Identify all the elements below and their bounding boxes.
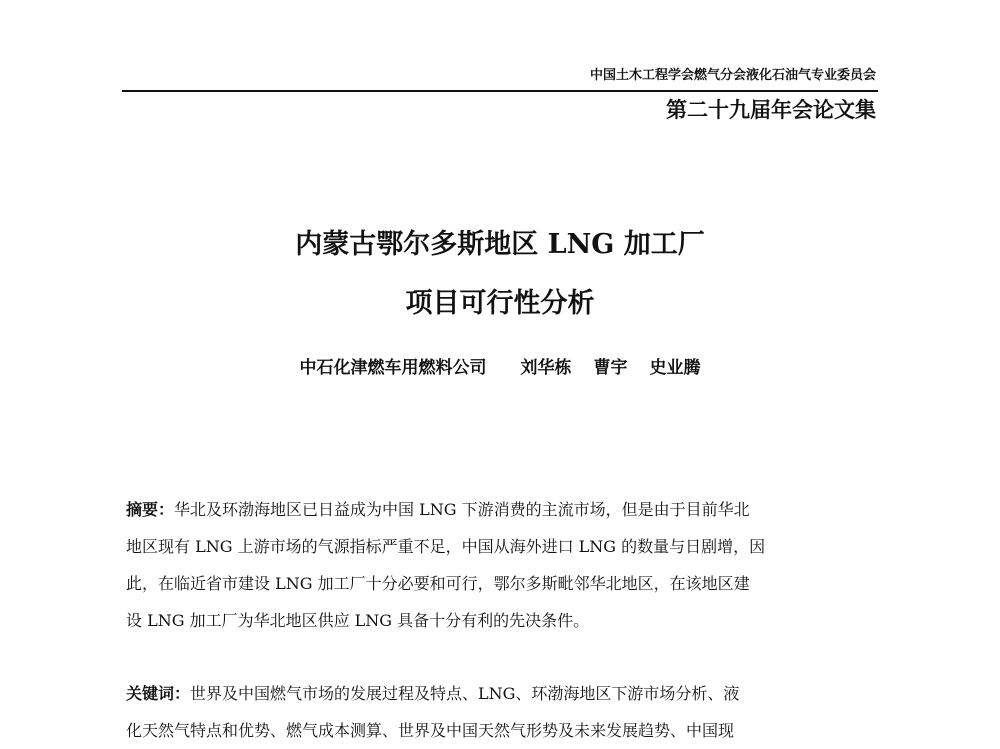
abstract-paragraph: [126, 491, 878, 639]
header-divider: [122, 90, 878, 92]
keywords-line: [126, 675, 878, 712]
abstract-line: 地区现有 LNG 上游市场的气源指标严重不足，中国从海外进口 LNG 的数量与日剧增，因: [126, 537, 766, 556]
keywords-line: 化天然气特点和优势、燃气成本测算、世界及中国天然气形势及未来发展趋势、中国现: [126, 721, 735, 740]
author-affiliation: 中石化津燃车用燃料公司: [299, 358, 487, 378]
author-name: 史业腾: [649, 358, 701, 378]
author-name: 曹宇: [593, 358, 628, 378]
header-collection-title: 第二十九届年会论文集: [666, 98, 876, 122]
abstract-label: 摘要：: [126, 500, 175, 519]
abstract-line: [126, 491, 878, 528]
keywords-label: 关键词：: [126, 684, 191, 703]
paper-title-line-1: 内蒙古鄂尔多斯地区 LNG 加工厂: [295, 229, 705, 260]
header-organization: 中国土木工程学会燃气分会液化石油气专业委员会: [589, 68, 876, 83]
keywords-text: 世界及中国燃气市场的发展过程及特点、LNG、环渤海地区下游市场分析、液: [190, 684, 740, 703]
author-line: [0, 353, 1000, 378]
paper-title-line-2: 项目可行性分析: [405, 288, 595, 319]
author-name: 刘华栋: [520, 358, 572, 378]
abstract-text: 华北及环渤海地区已日益成为中国 LNG 下游消费的主流市场，但是由于目前华北: [174, 500, 750, 519]
abstract-line: 设 LNG 加工厂为华北地区供应 LNG 具备十分有利的先决条件。: [126, 611, 590, 630]
abstract-line: 此，在临近省市建设 LNG 加工厂十分必要和可行，鄂尔多斯毗邻华北地区，在该地区建: [126, 574, 750, 593]
keywords-paragraph: [126, 675, 878, 749]
